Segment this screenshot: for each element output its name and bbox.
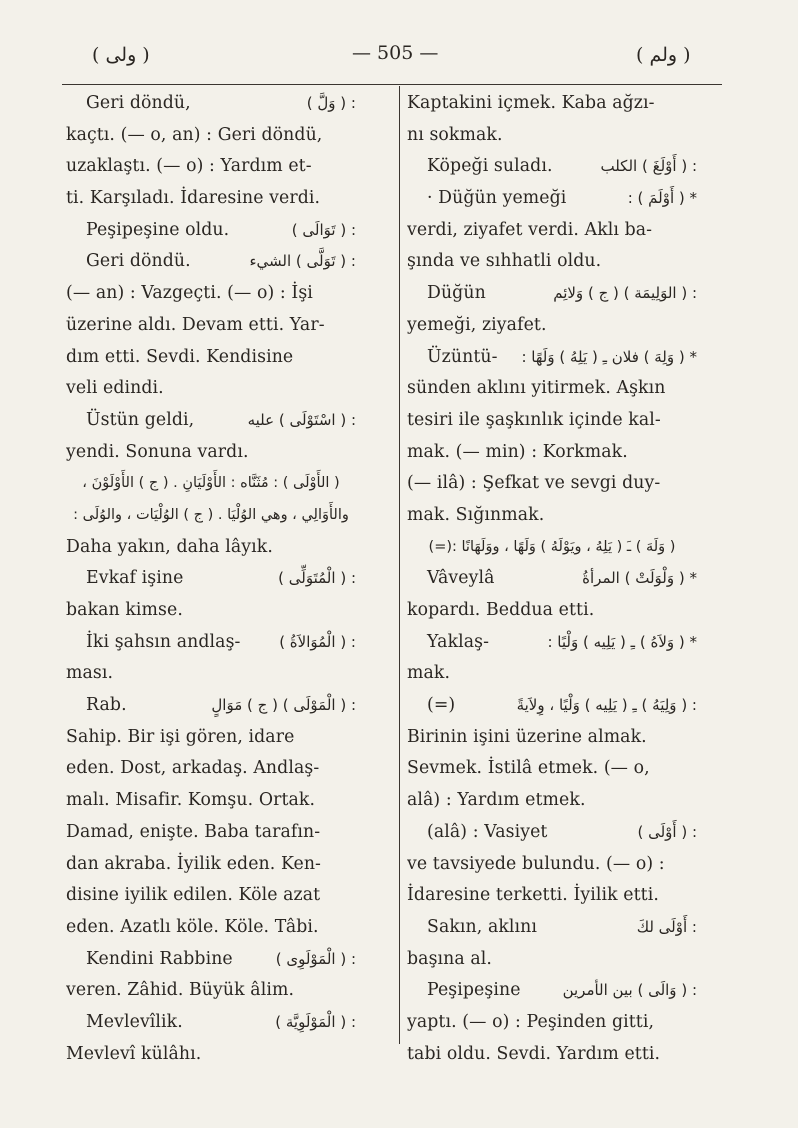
entry-text: nı sokmak. <box>407 124 503 145</box>
text-line <box>407 975 697 1007</box>
entry-text: disine iyilik edilen. Köle azat <box>66 885 321 906</box>
entry-text: Sakın, aklını <box>427 916 538 937</box>
entry-text: Mevlevî külâhı. <box>66 1043 202 1064</box>
arabic-gloss: : ( وَالَى ) بين الأمرين <box>562 981 697 1000</box>
arabic-gloss: : ( وَلَّ ) <box>306 94 356 112</box>
arabic-gloss: : ( أَوْلَى ) <box>637 822 697 841</box>
text-line <box>407 690 697 722</box>
text-line <box>407 817 697 849</box>
text-line <box>66 944 356 976</box>
text-line <box>66 627 356 659</box>
entry-text: Vâveylâ <box>427 568 495 589</box>
text-line <box>407 88 697 120</box>
entry-text: başına al. <box>407 948 493 969</box>
right-column <box>407 88 697 1070</box>
entry-text: Geri döndü. <box>86 251 191 272</box>
entry-text: Sahip. Bir işi gören, idare <box>66 726 295 747</box>
text-line <box>407 880 697 912</box>
text-line <box>66 405 356 437</box>
arabic-gloss: ( الأَوْلَى ) : مُثَنَّاه : الأَوْلَيَانِ . ( ج ) الأَوْلَوْنَ ، <box>82 475 340 492</box>
entry-text: (— ilâ) : Şefkat ve sevgi duy- <box>407 473 661 494</box>
page-number: — 505 — <box>352 42 439 64</box>
arabic-gloss: : ( أَوْلَغَ ) الكلب <box>600 157 697 176</box>
text-line <box>66 88 356 120</box>
text-line <box>66 690 356 722</box>
entry-text: ve tavsiyede bulundu. (— o) : <box>407 853 665 874</box>
entry-text: ması. <box>66 663 114 684</box>
text-line <box>407 944 697 976</box>
text-line <box>407 405 697 437</box>
entry-text: Düğün <box>427 283 486 304</box>
text-line <box>407 373 697 405</box>
text-line <box>66 342 356 374</box>
entry-text: verdi, ziyafet verdi. Aklı ba- <box>407 219 653 240</box>
header-rule <box>62 84 722 85</box>
left-column <box>66 88 356 1070</box>
text-line <box>66 658 356 690</box>
text-line <box>66 975 356 1007</box>
entry-text: uzaklaştı. (— o) : Yardım et- <box>66 156 312 177</box>
text-line <box>66 1039 356 1071</box>
entry-text: yemeği, ziyafet. <box>407 314 547 335</box>
entry-text: (— an) : Vazgeçti. (— o) : İşi <box>66 283 313 304</box>
entry-text: (alâ) : Vasiyet <box>427 821 548 842</box>
text-line <box>407 500 697 532</box>
arabic-gloss: : ( الْمُوَالاَةُ ) <box>279 632 356 651</box>
text-line <box>407 437 697 469</box>
entry-text: şında ve sıhhatli oldu. <box>407 251 602 272</box>
entry-text: Kaptakini içmek. Kaba ağzı- <box>407 93 655 113</box>
entry-text: Köpeği suladı. <box>427 156 553 177</box>
text-line <box>66 310 356 342</box>
entry-text: tabi oldu. Sevdi. Yardım etti. <box>407 1043 661 1064</box>
text-line <box>66 563 356 595</box>
entry-text: İdaresine terketti. İyilik etti. <box>407 885 659 906</box>
entry-text: bakan kimse. <box>66 600 183 620</box>
entry-text: Peşipeşine oldu. <box>86 219 230 240</box>
text-line <box>66 437 356 469</box>
text-line <box>407 627 697 659</box>
arabic-gloss: * ( وَلْوَلَتْ ) المرأةُ <box>582 569 697 588</box>
arabic-gloss: ( وَلَهَ ) ـَ ( يَلِهُ ، ويَوْلَهُ ) وَلَهًا ، ووَلَهَانًا :(=) <box>428 538 676 555</box>
text-line <box>66 246 356 278</box>
text-line <box>407 310 697 342</box>
text-line <box>66 532 356 564</box>
entry-text: sünden aklını yitirmek. Aşkın <box>407 378 666 399</box>
entry-text: Evkaf işine <box>86 568 184 589</box>
text-line <box>66 151 356 183</box>
entry-text: veli edindi. <box>66 378 164 399</box>
arabic-gloss: * ( وَلِهَ ) فلان ـِ ( يَلِهُ ) وَلَهًا : <box>521 347 697 366</box>
entry-text: Geri döndü, <box>86 93 191 113</box>
entry-text: (=) <box>427 695 456 716</box>
entry-text: Rab. <box>86 695 127 716</box>
text-line <box>66 215 356 247</box>
text-line <box>407 912 697 944</box>
entry-text: ti. Karşıladı. İdaresine verdi. <box>66 188 321 209</box>
entry-text: Sevmek. İstilâ etmek. (— o, <box>407 758 650 779</box>
entry-text: kopardı. Beddua etti. <box>407 600 595 620</box>
entry-text: alâ) : Yardım etmek. <box>407 790 586 811</box>
text-line <box>407 468 697 500</box>
text-line <box>407 1039 697 1071</box>
header-right-keyword: ( ولم ) <box>636 44 691 66</box>
text-line <box>66 785 356 817</box>
arabic-gloss: : ( الْمَوْلَى ) ( ج ) مَوَالٍ <box>211 696 356 715</box>
header-left-keyword: ( ولى ) <box>92 44 150 66</box>
text-line <box>66 595 356 627</box>
entry-text: Peşipeşine <box>427 980 521 1001</box>
entry-text: eden. Azatlı köle. Köle. Tâbi. <box>66 916 319 937</box>
text-line <box>66 183 356 215</box>
entry-text: Üstün geldi, <box>86 409 195 430</box>
text-line <box>66 120 356 152</box>
arabic-gloss: : أَوْلَى لكَ <box>636 917 697 936</box>
arabic-gloss: : ( تَوَلَّى ) الشيء <box>249 252 356 271</box>
text-line <box>66 849 356 881</box>
arabic-gloss: * ( وَلاَهُ ) ـِ ( يَلِيه ) وَلْيًا : <box>547 632 697 651</box>
text-line <box>66 817 356 849</box>
arabic-gloss: : ( اسْتَوْلَى ) عليه <box>247 410 356 429</box>
entry-text: İki şahsın andlaş- <box>86 631 241 652</box>
text-line <box>407 753 697 785</box>
entry-text: Mevlevîlik. <box>86 1011 183 1032</box>
entry-text: Üzüntü- <box>427 346 498 367</box>
text-line <box>407 1007 697 1039</box>
text-line <box>66 753 356 785</box>
text-line <box>66 373 356 405</box>
arabic-gloss: : ( وَلِيَهُ ) ـِ ( يَلِيه ) وَلْيًا ، وِلاَيةً <box>516 696 697 715</box>
text-line <box>407 120 697 152</box>
arabic-gloss: : ( الْمَوْلَوِى ) <box>275 949 356 968</box>
entry-text: Damad, enişte. Baba tarafın- <box>66 821 321 842</box>
entry-text: mak. (— min) : Korkmak. <box>407 441 628 462</box>
text-line <box>407 246 697 278</box>
text-line <box>66 1007 356 1039</box>
text-line <box>407 532 697 564</box>
page-header <box>0 42 798 76</box>
entry-text: eden. Dost, arkadaş. Andlaş- <box>66 758 320 779</box>
arabic-gloss: * ( أَوْلَمَ ) : <box>627 189 697 208</box>
text-line <box>66 500 356 532</box>
text-line <box>407 183 697 215</box>
entry-text: malı. Misafir. Komşu. Ortak. <box>66 790 316 811</box>
text-line <box>407 151 697 183</box>
text-line <box>407 278 697 310</box>
arabic-gloss: والأَوَالِي ، وهي الوُلْيَا . ( ج ) الوُلْيَات ، والوُلَى : <box>73 506 349 523</box>
entry-text: kaçtı. (— o, an) : Geri döndü, <box>66 124 323 145</box>
entry-text: veren. Zâhid. Büyük âlim. <box>66 980 295 1001</box>
text-line <box>407 849 697 881</box>
entry-text: dan akraba. İyilik eden. Ken- <box>66 853 321 874</box>
text-line <box>407 785 697 817</box>
arabic-gloss: : ( الْمُتَوَلِّى ) <box>278 569 356 588</box>
entry-text: yendi. Sonuna vardı. <box>66 441 249 462</box>
text-line <box>407 215 697 247</box>
arabic-gloss: : ( تَوَالَى ) <box>291 220 356 239</box>
arabic-gloss: : ( الْمَوْلَوِيَّة ) <box>275 1012 356 1031</box>
text-line <box>66 722 356 754</box>
entry-text: yaptı. (— o) : Peşinden gitti, <box>407 1011 655 1032</box>
entry-text: · Düğün yemeği <box>427 188 567 209</box>
text-line <box>66 278 356 310</box>
text-line <box>407 342 697 374</box>
text-line <box>407 722 697 754</box>
entry-text: üzerine aldı. Devam etti. Yar- <box>66 314 325 335</box>
arabic-gloss: : ( الوَلِيمَة ) ( ج ) وَلائِم <box>553 284 697 303</box>
entry-text: tesiri ile şaşkınlık içinde kal- <box>407 409 661 430</box>
entry-text: Yaklaş- <box>427 631 490 652</box>
text-line <box>407 595 697 627</box>
entry-text: mak. Sığınmak. <box>407 504 545 525</box>
entry-text: dım etti. Sevdi. Kendisine <box>66 346 294 367</box>
entry-text: Daha yakın, daha lâyık. <box>66 536 273 557</box>
text-line <box>407 658 697 690</box>
entry-text: Birinin işini üzerine almak. <box>407 726 647 747</box>
text-line <box>66 880 356 912</box>
text-line <box>66 912 356 944</box>
entry-text: Kendini Rabbine <box>86 948 233 969</box>
column-divider <box>399 86 400 1044</box>
text-line <box>66 468 356 500</box>
entry-text: mak. <box>407 663 451 684</box>
text-line <box>407 563 697 595</box>
